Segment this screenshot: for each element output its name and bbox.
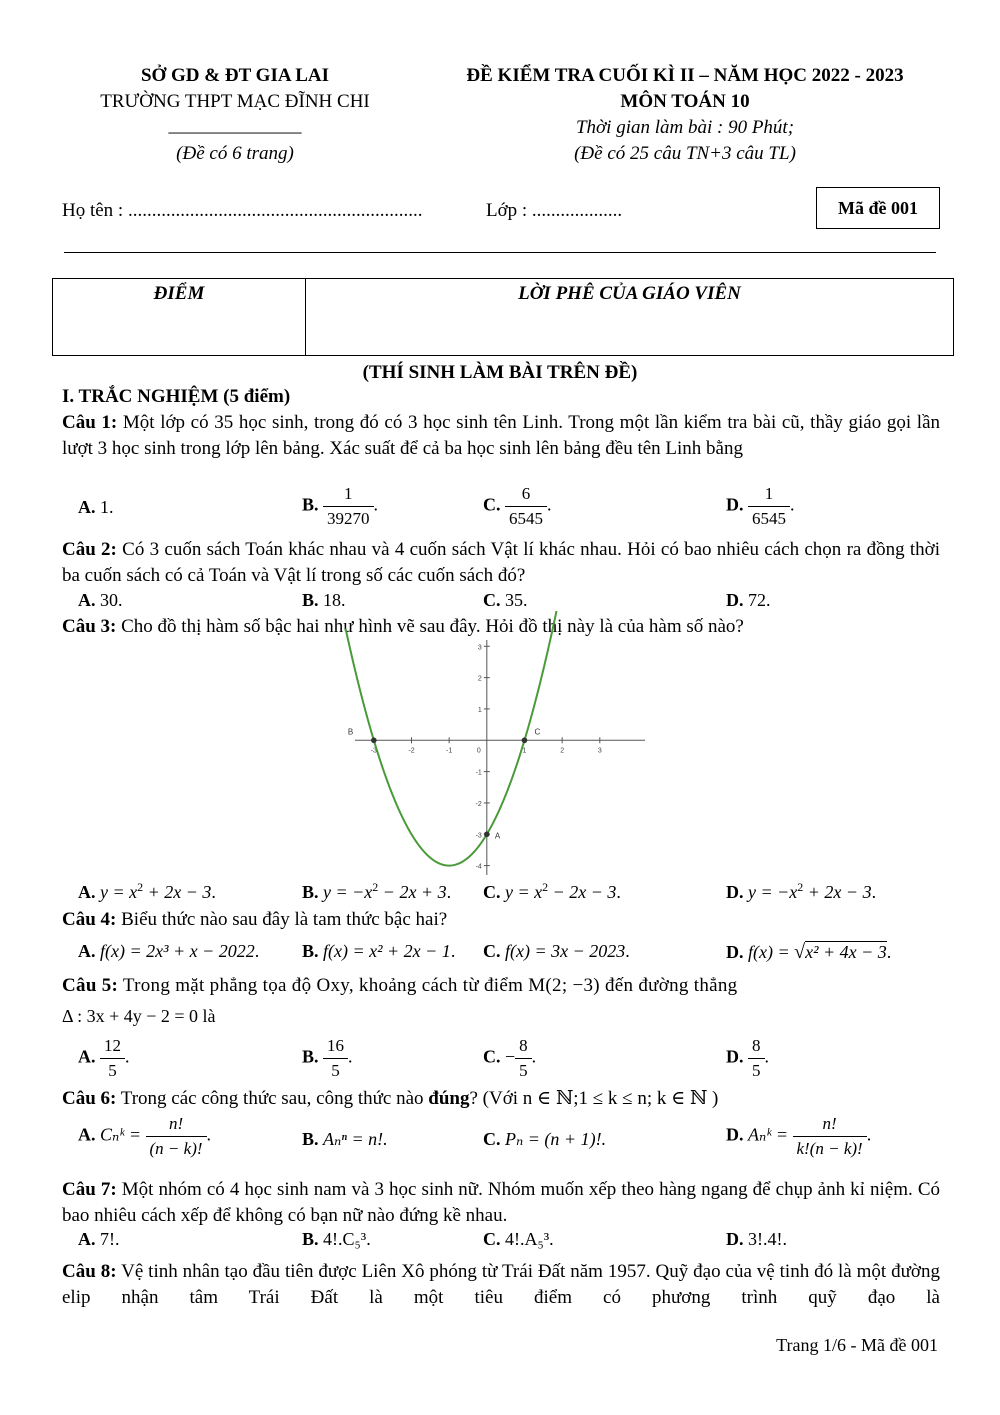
question-text: Trong mặt phẳng tọa độ Oxy, khoảng cách từ điểm M(2; −3) đến đường thẳng [122, 975, 738, 996]
q1-option-d[interactable]: D. $\frac{1}{6545}$ . [726, 484, 795, 528]
y-tick-label: 1 [477, 706, 482, 714]
separator-line [64, 252, 936, 253]
q2-option-d[interactable]: D. 72. [726, 590, 771, 610]
question-text: Cho đồ thị hàm số bậc hai như hình vẽ sau đây. Hỏi đồ thị này là của hàm số nào? [121, 616, 744, 637]
q7-option-d[interactable]: D. 3!.4!. [726, 1229, 787, 1249]
exam-code-box: Mã đề 001 [816, 187, 940, 229]
question-text: Có 3 cuốn sách Toán khác nhau và 4 cuốn sách Vật lí khác nhau. Hỏi có bao nhiêu cách chọn ra đồng thời ba cuốn sách có cả Toán và Vật lí trong số các cuốn sách đó? [62, 539, 940, 586]
q6-option-a[interactable]: A. Cₙᵏ = $\frac{n!}{(n - k)!}$ . [78, 1114, 212, 1158]
department-name: SỞ GD & ĐT GIA LAI [140, 65, 330, 86]
question-label: Câu 1: [62, 412, 118, 433]
q1-option-b[interactable]: B. $\frac{1}{39270}$ . [302, 484, 379, 528]
q4-option-c[interactable]: C. f(x) = 3x − 2023. [483, 941, 630, 961]
instruction: (THÍ SINH LÀM BÀI TRÊN ĐỀ) [362, 362, 638, 383]
x-tick-label: 1 [522, 747, 527, 755]
point-label-c: C [534, 727, 541, 737]
header-rule: ______________ [168, 115, 302, 136]
q6-option-d[interactable]: D. Aₙᵏ = $\frac{n!}{k!(n - k)!}$ . [726, 1114, 872, 1158]
exam-title: ĐỀ KIỂM TRA CUỐI KÌ II – NĂM HỌC 2022 - 2023 [466, 65, 904, 86]
x-tick-label: -3 [370, 747, 377, 755]
question-5-line-2: Δ : 3x + 4y − 2 = 0 là [62, 1006, 216, 1026]
question-6: Câu 6: Trong các công thức sau, công thức nào đúng? (Với n ∈ ℕ;1 ≤ k ≤ n; k ∈ ℕ ) [62, 1088, 719, 1109]
q6-option-c[interactable]: C. Pₙ = (n + 1)!. [483, 1129, 607, 1149]
question-5 [62, 973, 940, 999]
question-7 [62, 1177, 940, 1229]
name-field[interactable]: Họ tên : .............................................................. [62, 200, 423, 221]
q3-option-b[interactable]: B. $y = -x^2 - 2x + 3$. [302, 880, 452, 902]
page-footer: Trang 1/6 - Mã đề 001 [776, 1335, 938, 1355]
y-tick-label: -4 [475, 863, 482, 871]
q4-option-a[interactable]: A. f(x) = 2x³ + x − 2022. [78, 941, 260, 961]
teacher-comment-cell[interactable]: LỜI PHÊ CỦA GIÁO VIÊN [306, 279, 954, 356]
y-tick-label: -3 [475, 832, 482, 840]
section-title: I. TRẮC NGHIỆM (5 điểm) [62, 386, 291, 407]
x-tick-label: -2 [408, 747, 415, 755]
q2-option-c[interactable]: C. 35. [483, 590, 528, 610]
x-tick-label: 3 [597, 747, 602, 755]
x-tick-label: 0 [476, 747, 481, 755]
question-label: Câu 6: [62, 1088, 117, 1109]
question-label: Câu 2: [62, 539, 117, 560]
q3-option-d[interactable]: D. $y = -x^2 + 2x - 3$. [726, 880, 877, 902]
q5-option-b[interactable]: B. $\frac{16}{5}$ . [302, 1036, 353, 1080]
question-text: Một lớp có 35 học sinh, trong đó có 3 học sinh tên Linh. Trong một lần kiểm tra bài cũ, thầy giáo gọi lần lượt 3 học sinh trong lớp lên bảng. Xác suất để cả ba học sinh lên bảng đều tên Linh bằng [62, 412, 941, 459]
point-b [371, 737, 377, 743]
question-label: Câu 7: [62, 1179, 117, 1200]
question-8 [62, 1259, 940, 1311]
question-label: Câu 5: [62, 975, 119, 996]
page-count: (Đề có 6 trang) [176, 143, 294, 164]
q6-option-b[interactable]: B. Aₙⁿ = n!. [302, 1129, 388, 1149]
y-tick-label: -1 [475, 769, 482, 777]
q3-option-c[interactable]: C. $y = x^2 - 2x - 3$. [483, 880, 621, 902]
q2-option-b[interactable]: B. 18. [302, 590, 346, 610]
subject: MÔN TOÁN 10 [620, 91, 750, 112]
grade-table [52, 278, 954, 356]
q5-option-d[interactable]: D. $\frac{8}{5}$ . [726, 1036, 769, 1080]
point-c [522, 737, 528, 743]
q7-option-b[interactable]: B. 4!.C₅³. [302, 1229, 371, 1249]
question-2 [62, 537, 940, 589]
y-tick-label: -2 [475, 800, 482, 808]
question-text: Vệ tinh nhân tạo đầu tiên được Liên Xô phóng từ Trái Đất năm 1957. Quỹ đạo của vệ tinh đó là một đường elip nhận tâm Trái Đất là một tiêu điểm có phương trình quỹ đạo là [62, 1261, 940, 1308]
question-text: Một nhóm có 4 học sinh nam và 3 học sinh nữ. Nhóm muốn xếp theo hàng ngang để chụp ảnh kỉ niệm. Có bao nhiêu cách xếp để không có bạn nữ nào đứng kề nhau. [62, 1179, 940, 1226]
question-count: (Đề có 25 câu TN+3 câu TL) [574, 143, 796, 164]
score-cell[interactable]: ĐIỂM [53, 279, 306, 356]
graph-points [348, 727, 541, 840]
question-label: Câu 3: [62, 616, 117, 637]
parabola-graph [347, 640, 645, 875]
point-label-a: A [494, 831, 501, 841]
q7-option-a[interactable]: A. 7!. [78, 1229, 120, 1249]
q7-option-c[interactable]: C. 4!.A₅³. [483, 1229, 554, 1249]
y-tick-label: 2 [477, 675, 482, 683]
point-a [484, 831, 490, 837]
q1-option-a[interactable]: A. 1. [78, 497, 114, 517]
q4-option-d[interactable]: D. f(x) = √x² + 4x − 3. [726, 941, 892, 963]
question-3 [62, 614, 940, 640]
question-4 [62, 907, 940, 933]
question-text: Biểu thức nào sau đây là tam thức bậc hai? [121, 909, 448, 930]
y-tick-label: 3 [477, 644, 482, 652]
q5-option-a[interactable]: A. $\frac{12}{5}$ . [78, 1036, 130, 1080]
q4-option-b[interactable]: B. f(x) = x² + 2x − 1. [302, 941, 456, 961]
question-label: Câu 4: [62, 909, 117, 930]
x-tick-label: 2 [560, 747, 565, 755]
question-label: Câu 8: [62, 1261, 117, 1282]
q3-option-a[interactable]: A. $y = x^2 + 2x - 3$. [78, 880, 216, 902]
q1-option-c[interactable]: C. $\frac{6}{6545}$ . [483, 484, 552, 528]
x-tick-label: -1 [446, 747, 453, 755]
exam-time: Thời gian làm bài : 90 Phút; [575, 117, 795, 138]
class-field[interactable]: Lớp : ................... [486, 200, 623, 221]
q2-option-a[interactable]: A. 30. [78, 590, 123, 610]
q5-option-c[interactable]: C. − $\frac{8}{5}$ . [483, 1036, 537, 1080]
school-name: TRƯỜNG THPT MẠC ĐĨNH CHI [100, 91, 370, 112]
point-label-b: B [347, 727, 354, 737]
question-1 [62, 410, 940, 462]
